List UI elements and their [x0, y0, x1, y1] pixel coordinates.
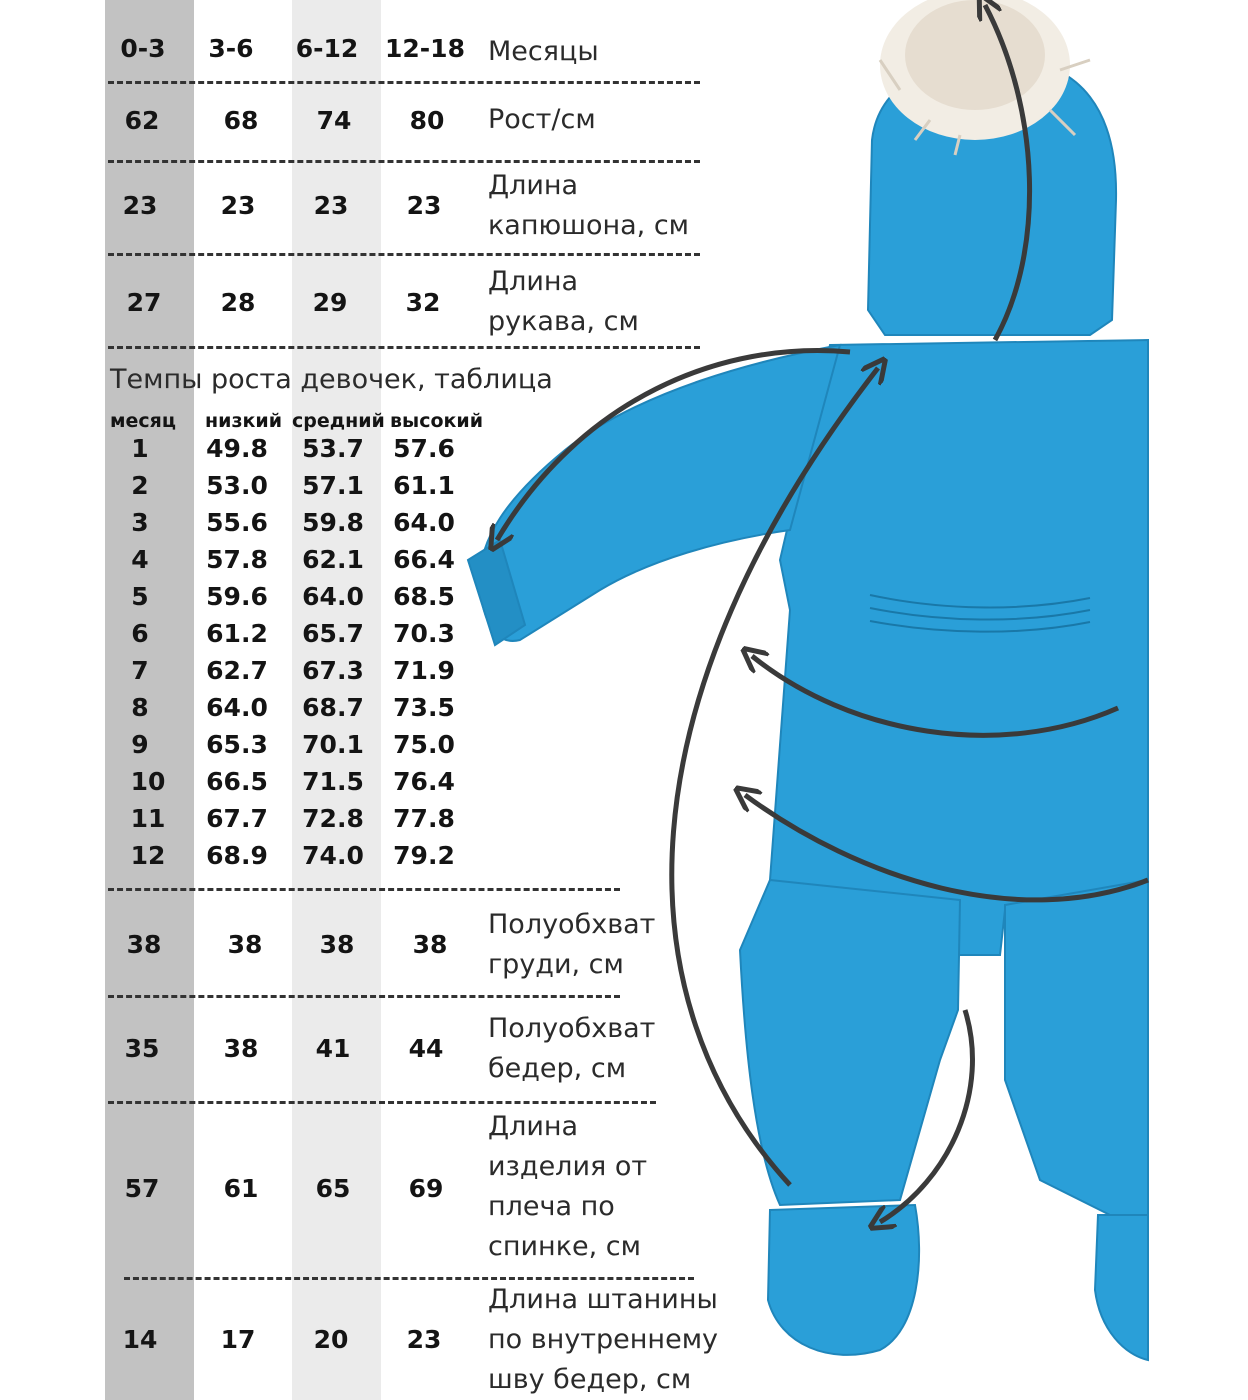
growth-cell: 57.1 [302, 471, 364, 500]
size-cell: 65 [315, 1174, 351, 1203]
growth-cell: 71.9 [393, 656, 455, 685]
growth-cell: 68.7 [302, 693, 364, 722]
growth-cell: 77.8 [393, 804, 455, 833]
size-cell: 23 [406, 1325, 442, 1354]
size-cell: 38 [126, 930, 162, 959]
size-cell: 38 [223, 1034, 259, 1063]
size-cell: 6-12 [295, 34, 359, 63]
growth-cell: 61.2 [206, 619, 268, 648]
growth-cell: 55.6 [206, 508, 268, 537]
size-cell: 14 [122, 1325, 158, 1354]
growth-cell: 9 [131, 730, 149, 759]
growth-cell: 71.5 [302, 767, 364, 796]
growth-cell: 5 [131, 582, 149, 611]
growth-cell: 65.3 [206, 730, 268, 759]
size-row-label: бедер, см [488, 1053, 627, 1084]
growth-cell: 49.8 [206, 434, 268, 463]
size-cell: 0-3 [120, 34, 166, 63]
size-cell: 44 [408, 1034, 444, 1063]
size-cell: 23 [313, 191, 349, 220]
size-cell: 38 [412, 930, 448, 959]
jumpsuit-illustration [455, 0, 1248, 1400]
growth-cell: 53.0 [206, 471, 268, 500]
size-row-label: Полуобхват [488, 909, 656, 940]
size-cell: 61 [223, 1174, 259, 1203]
growth-cell: 59.6 [206, 582, 268, 611]
size-row-label: Длина [488, 266, 579, 297]
growth-header: низкий [205, 410, 283, 432]
size-row-label: спинке, см [488, 1231, 641, 1262]
size-cell: 12-18 [385, 34, 465, 63]
growth-cell: 65.7 [302, 619, 364, 648]
size-cell: 74 [316, 106, 352, 135]
growth-cell: 12 [130, 841, 166, 870]
growth-cell: 68.9 [206, 841, 268, 870]
growth-table-title: Темпы роста девочек, таблица [110, 364, 553, 395]
growth-cell: 73.5 [393, 693, 455, 722]
growth-cell: 70.3 [393, 619, 455, 648]
size-cell: 57 [124, 1174, 160, 1203]
size-row-label: Рост/см [488, 104, 596, 135]
growth-cell: 11 [130, 804, 166, 833]
size-cell: 32 [405, 288, 441, 317]
size-row-label: изделия от [488, 1151, 648, 1182]
size-row-label: Длина штанины [488, 1284, 718, 1315]
size-row-label: Полуобхват [488, 1013, 656, 1044]
size-cell: 62 [124, 106, 160, 135]
growth-cell: 53.7 [302, 434, 364, 463]
growth-cell: 8 [131, 693, 149, 722]
size-row-label: плеча по [488, 1191, 615, 1222]
size-cell: 68 [223, 106, 259, 135]
growth-cell: 79.2 [393, 841, 455, 870]
size-cell: 80 [409, 106, 445, 135]
growth-cell: 75.0 [393, 730, 455, 759]
growth-cell: 59.8 [302, 508, 364, 537]
size-row-label: капюшона, см [488, 210, 690, 241]
size-cell: 35 [124, 1034, 160, 1063]
growth-header: высокий [390, 410, 484, 432]
growth-cell: 64.0 [206, 693, 268, 722]
size-cell: 29 [312, 288, 348, 317]
growth-cell: 66.4 [393, 545, 455, 574]
size-cell: 38 [227, 930, 263, 959]
growth-cell: 3 [131, 508, 149, 537]
size-cell: 23 [406, 191, 442, 220]
size-cell: 28 [220, 288, 256, 317]
size-cell: 17 [220, 1325, 256, 1354]
size-cell: 41 [315, 1034, 351, 1063]
growth-cell: 67.7 [206, 804, 268, 833]
size-cell: 38 [319, 930, 355, 959]
size-row-label: по внутреннему [488, 1324, 719, 1355]
size-cell: 20 [313, 1325, 349, 1354]
size-row-label: Месяцы [488, 36, 599, 67]
growth-cell: 61.1 [393, 471, 455, 500]
size-cell: 3-6 [208, 34, 254, 63]
growth-cell: 66.5 [206, 767, 268, 796]
growth-cell: 70.1 [302, 730, 364, 759]
growth-cell: 57.8 [206, 545, 268, 574]
size-cell: 23 [220, 191, 256, 220]
growth-cell: 67.3 [302, 656, 364, 685]
size-row-label: Длина [488, 1111, 579, 1142]
size-row-label: рукава, см [488, 306, 639, 337]
growth-cell: 68.5 [393, 582, 455, 611]
growth-cell: 6 [131, 619, 149, 648]
growth-cell: 64.0 [302, 582, 364, 611]
growth-cell: 10 [130, 767, 166, 796]
growth-header: месяц [110, 410, 176, 432]
growth-cell: 74.0 [302, 841, 364, 870]
growth-cell: 62.1 [302, 545, 364, 574]
growth-cell: 72.8 [302, 804, 364, 833]
size-cell: 23 [122, 191, 158, 220]
size-row-label: Длина [488, 170, 579, 201]
growth-cell: 2 [131, 471, 149, 500]
growth-cell: 1 [131, 434, 149, 463]
size-cell: 69 [408, 1174, 444, 1203]
growth-cell: 64.0 [393, 508, 455, 537]
growth-cell: 4 [131, 545, 149, 574]
growth-header: средний [292, 410, 385, 432]
size-cell: 27 [126, 288, 162, 317]
growth-cell: 57.6 [393, 434, 455, 463]
size-row-label: груди, см [488, 949, 624, 980]
growth-cell: 76.4 [393, 767, 455, 796]
growth-cell: 7 [131, 656, 149, 685]
jumpsuit-body [468, 59, 1148, 1360]
growth-cell: 62.7 [206, 656, 268, 685]
size-row-label: шву бедер, см [488, 1364, 692, 1395]
